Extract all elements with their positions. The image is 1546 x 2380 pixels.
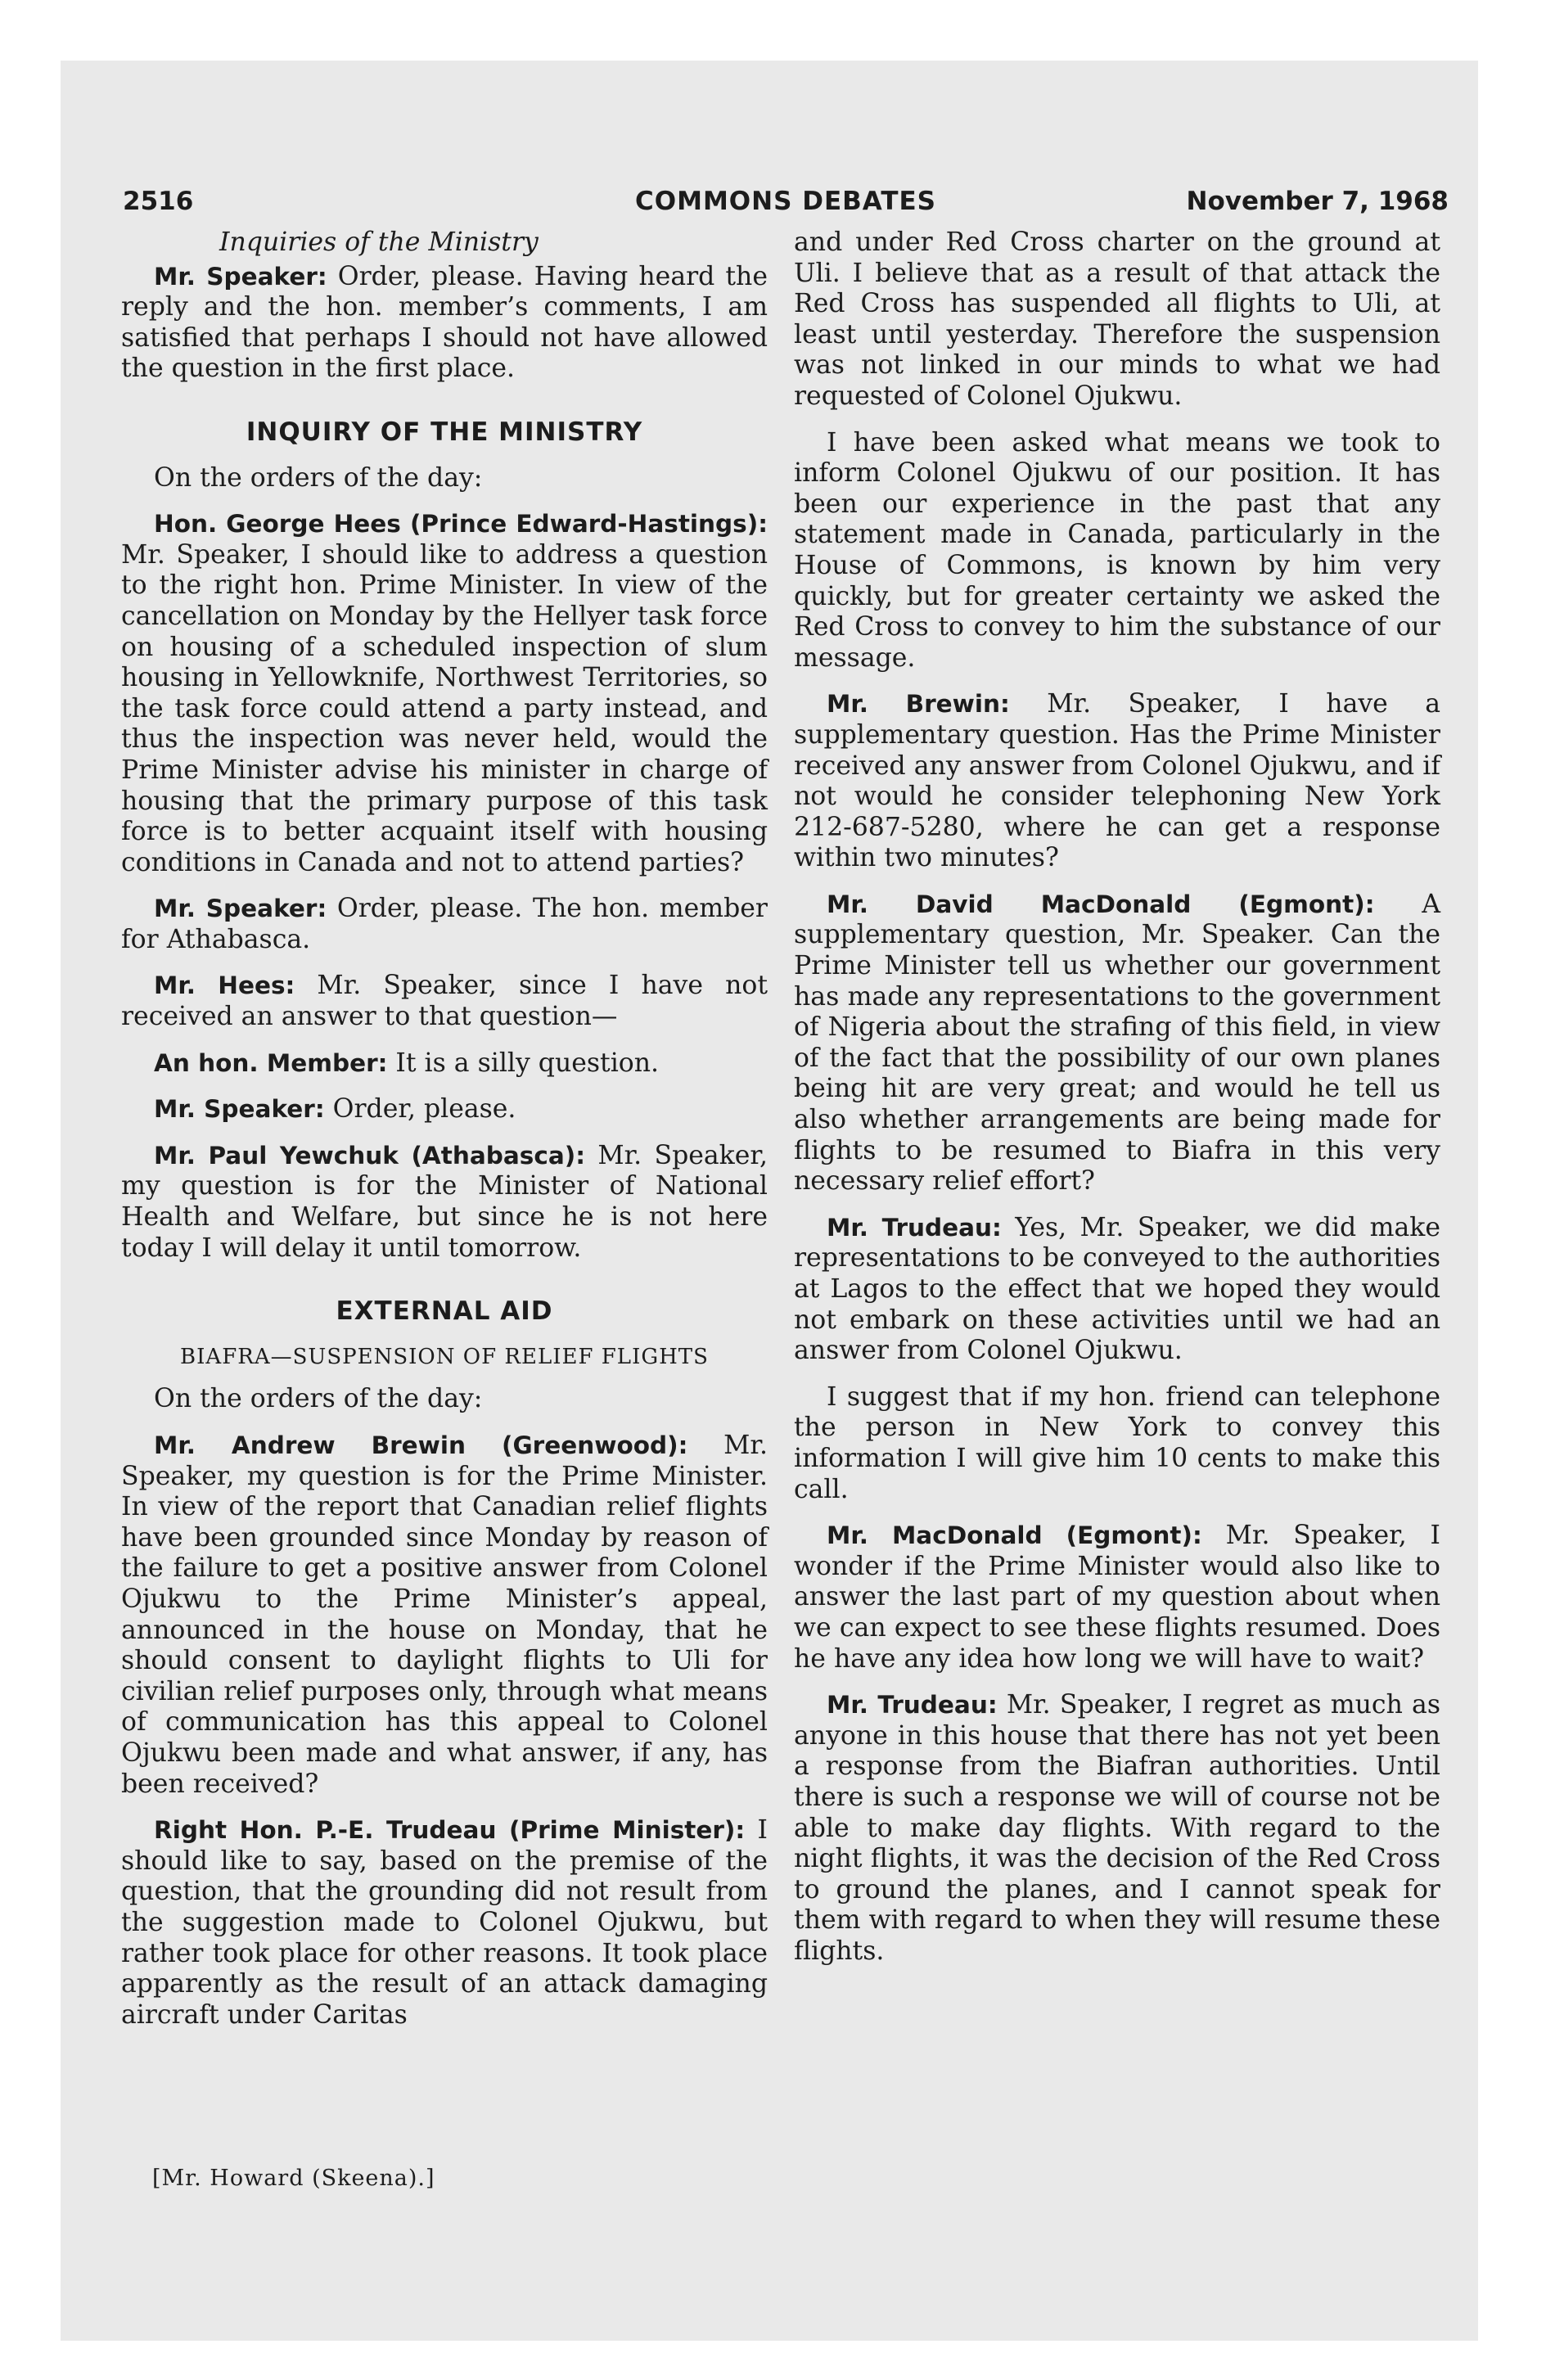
- speaker-name: Mr. Hees:: [154, 971, 295, 1000]
- speaker-name: An hon. Member:: [154, 1048, 388, 1077]
- paragraph: [794, 1690, 1440, 1967]
- speaker-name: Mr. Speaker:: [154, 895, 327, 923]
- speech-text: It is a silly question.: [387, 1048, 660, 1078]
- paragraph: [794, 890, 1440, 1197]
- section-heading: EXTERNAL AID: [336, 1296, 553, 1327]
- speaker-name: Mr. Brewin:: [827, 690, 1010, 719]
- speaker-name: Mr. MacDonald (Egmont):: [827, 1521, 1202, 1550]
- speaker-name: Right Hon. P.-E. Trudeau (Prime Minister):: [154, 1816, 746, 1845]
- speech-text: Mr. Speaker, I should like to address a question to the right hon. Prime Minister. In view of the cancellation on Monday by the Hellyer task force on housing of a scheduled inspection of slum housing in Yellowknife, Northwest Territories, so the task force could attend a party instead, and thus the inspection was never held, would the Prime Minister advise his minister in charge of housing that the primary purpose of this task force is to better acquaint itself with housing conditions in Canada and not to attend parties?: [121, 539, 768, 877]
- speaker-name: Mr. Trudeau:: [827, 1691, 998, 1720]
- footer-note: [Mr. Howard (Skeena).]: [152, 2166, 435, 2191]
- page-header: [123, 187, 1449, 228]
- speech-text: Yes, Mr. Speaker, we did make representations to be conveyed to the authorities at Lagos to the effect that we hoped they would not embark on these activities until we had an answer from Colonel Ojukwu.: [794, 1212, 1440, 1366]
- paragraph: [794, 1213, 1440, 1367]
- speech-text: Order, please. The hon. member for Athabasca.: [121, 894, 768, 954]
- speaker-name: Mr. Speaker:: [154, 1095, 325, 1124]
- paragraph: and under Red Cross charter on the ground at Uli. I believe that as a result of that attack the Red Cross has suspended all flights to Uli, at least until yesterday. Therefore the suspension was not linked in our minds to what we had requested of Colonel Ojukwu.: [794, 228, 1440, 411]
- speech-text: Order, please.: [324, 1094, 516, 1125]
- section-heading: INQUIRY OF THE MINISTRY: [246, 417, 643, 447]
- speaker-name: Mr. Paul Yewchuk (Athabasca):: [154, 1141, 586, 1170]
- orders-line: On the orders of the day:: [154, 462, 483, 493]
- paragraph: [121, 1141, 768, 1264]
- paragraph: I have been asked what means we took to inform Colonel Ojukwu of our position. It has been our experience in the past that any statement made in Canada, particularly in the House of Commons, is known by him very quickly, but for greater certainty we asked the Red Cross to convey to him the substance of our message.: [794, 427, 1440, 673]
- orders-line: On the orders of the day:: [154, 1384, 483, 1414]
- paragraph: [121, 971, 768, 1032]
- speech-text: I should like to say, based on the premise of the question, that the grounding did not result from the suggestion made to Colonel Ojukwu, but rather took place for other reasons. It took place apparently as the result of an attack damaging aircraft under Caritas: [121, 1815, 768, 2030]
- paragraph: [121, 1094, 768, 1125]
- speech-text: Mr. Speaker, I have a supplementary question. Has the Prime Minister received any answer from Colonel Ojukwu, and if not would he consider telephoning New York 212-687-5280, where he can get a response within two minutes?: [794, 689, 1440, 873]
- speaker-name: Mr. Andrew Brewin (Greenwood):: [154, 1431, 688, 1459]
- left-column: [121, 228, 768, 2046]
- speaker-name: Mr. David MacDonald (Egmont):: [827, 890, 1375, 918]
- paragraph: [121, 509, 768, 878]
- paragraph: [794, 1521, 1440, 1675]
- speech-text: Mr. Speaker, I wonder if the Prime Minister would also like to answer the last part of my question about when we can expect to see these flights resumed. Does he have any idea how long we will have to wait?: [794, 1521, 1440, 1674]
- page-number: 2516: [123, 187, 194, 216]
- subsection-heading: BIAFRA—SUSPENSION OF RELIEF FLIGHTS: [180, 1344, 709, 1369]
- paragraph: [121, 1431, 768, 1800]
- speech-text: Mr. Speaker, since I have not received an answer to that question—: [121, 971, 768, 1032]
- paragraph: [121, 894, 768, 955]
- speech-text: Order, please. Having heard the reply and the hon. member’s comments, I am satisfied that perhaps I should not have allowed the question in the first place.: [121, 261, 768, 384]
- speech-text: Mr. Speaker, my question is for the Minister of National Health and Welfare, but since he is not here today I will delay it until tomorrow.: [121, 1140, 768, 1263]
- paragraph: I suggest that if my hon. friend can telephone the person in New York to convey this information I will give him 10 cents to make this call.: [794, 1382, 1440, 1504]
- speaker-name: Mr. Trudeau:: [827, 1213, 1002, 1242]
- right-column: [794, 228, 1440, 1982]
- speech-text: Mr. Speaker, I regret as much as anyone in this house that there has not yet been a response from the Biafran authorities. Until there is such a response we will of course not be able to make day flights. With regard to the night flights, it was the decision of the Red Cross to ground the planes, and I cannot speak for them with regard to when they will resume these flights.: [794, 1690, 1440, 1966]
- publication-title: COMMONS DEBATES: [635, 187, 936, 216]
- paragraph: [794, 689, 1440, 874]
- speech-text: Mr. Speaker, my question is for the Prime Minister. In view of the report that Canadian relief flights have been grounded since Monday by reason of the failure to get a positive answer from Colonel Ojukwu to the Prime Minister’s appeal, announced in the house on Monday, that he should consent to daylight flights to Uli for civilian relief purposes only, through what means of communication has this appeal to Colonel Ojukwu been made and what answer, if any, has been received?: [121, 1431, 768, 1799]
- paragraph: [121, 1815, 768, 2031]
- speaker-name: Hon. George Hees (Prince Edward-Hastings):: [154, 510, 768, 539]
- publication-date: November 7, 1968: [1186, 187, 1449, 216]
- speaker-name: Mr. Speaker:: [154, 262, 327, 291]
- paragraph: [121, 1048, 768, 1080]
- paragraph: [121, 262, 768, 385]
- speech-text: A supplementary question, Mr. Speaker. Can the Prime Minister tell us whether our government has made any representations to the government of Nigeria about the strafing of this field, in view of the fact that the possibility of our own planes being hit are very great; and would he tell us also whether arrangements are being made for flights to be resumed to Biafra in this very necessary relief effort?: [794, 889, 1440, 1197]
- running-subheading: Inquiries of the Ministry: [219, 228, 539, 257]
